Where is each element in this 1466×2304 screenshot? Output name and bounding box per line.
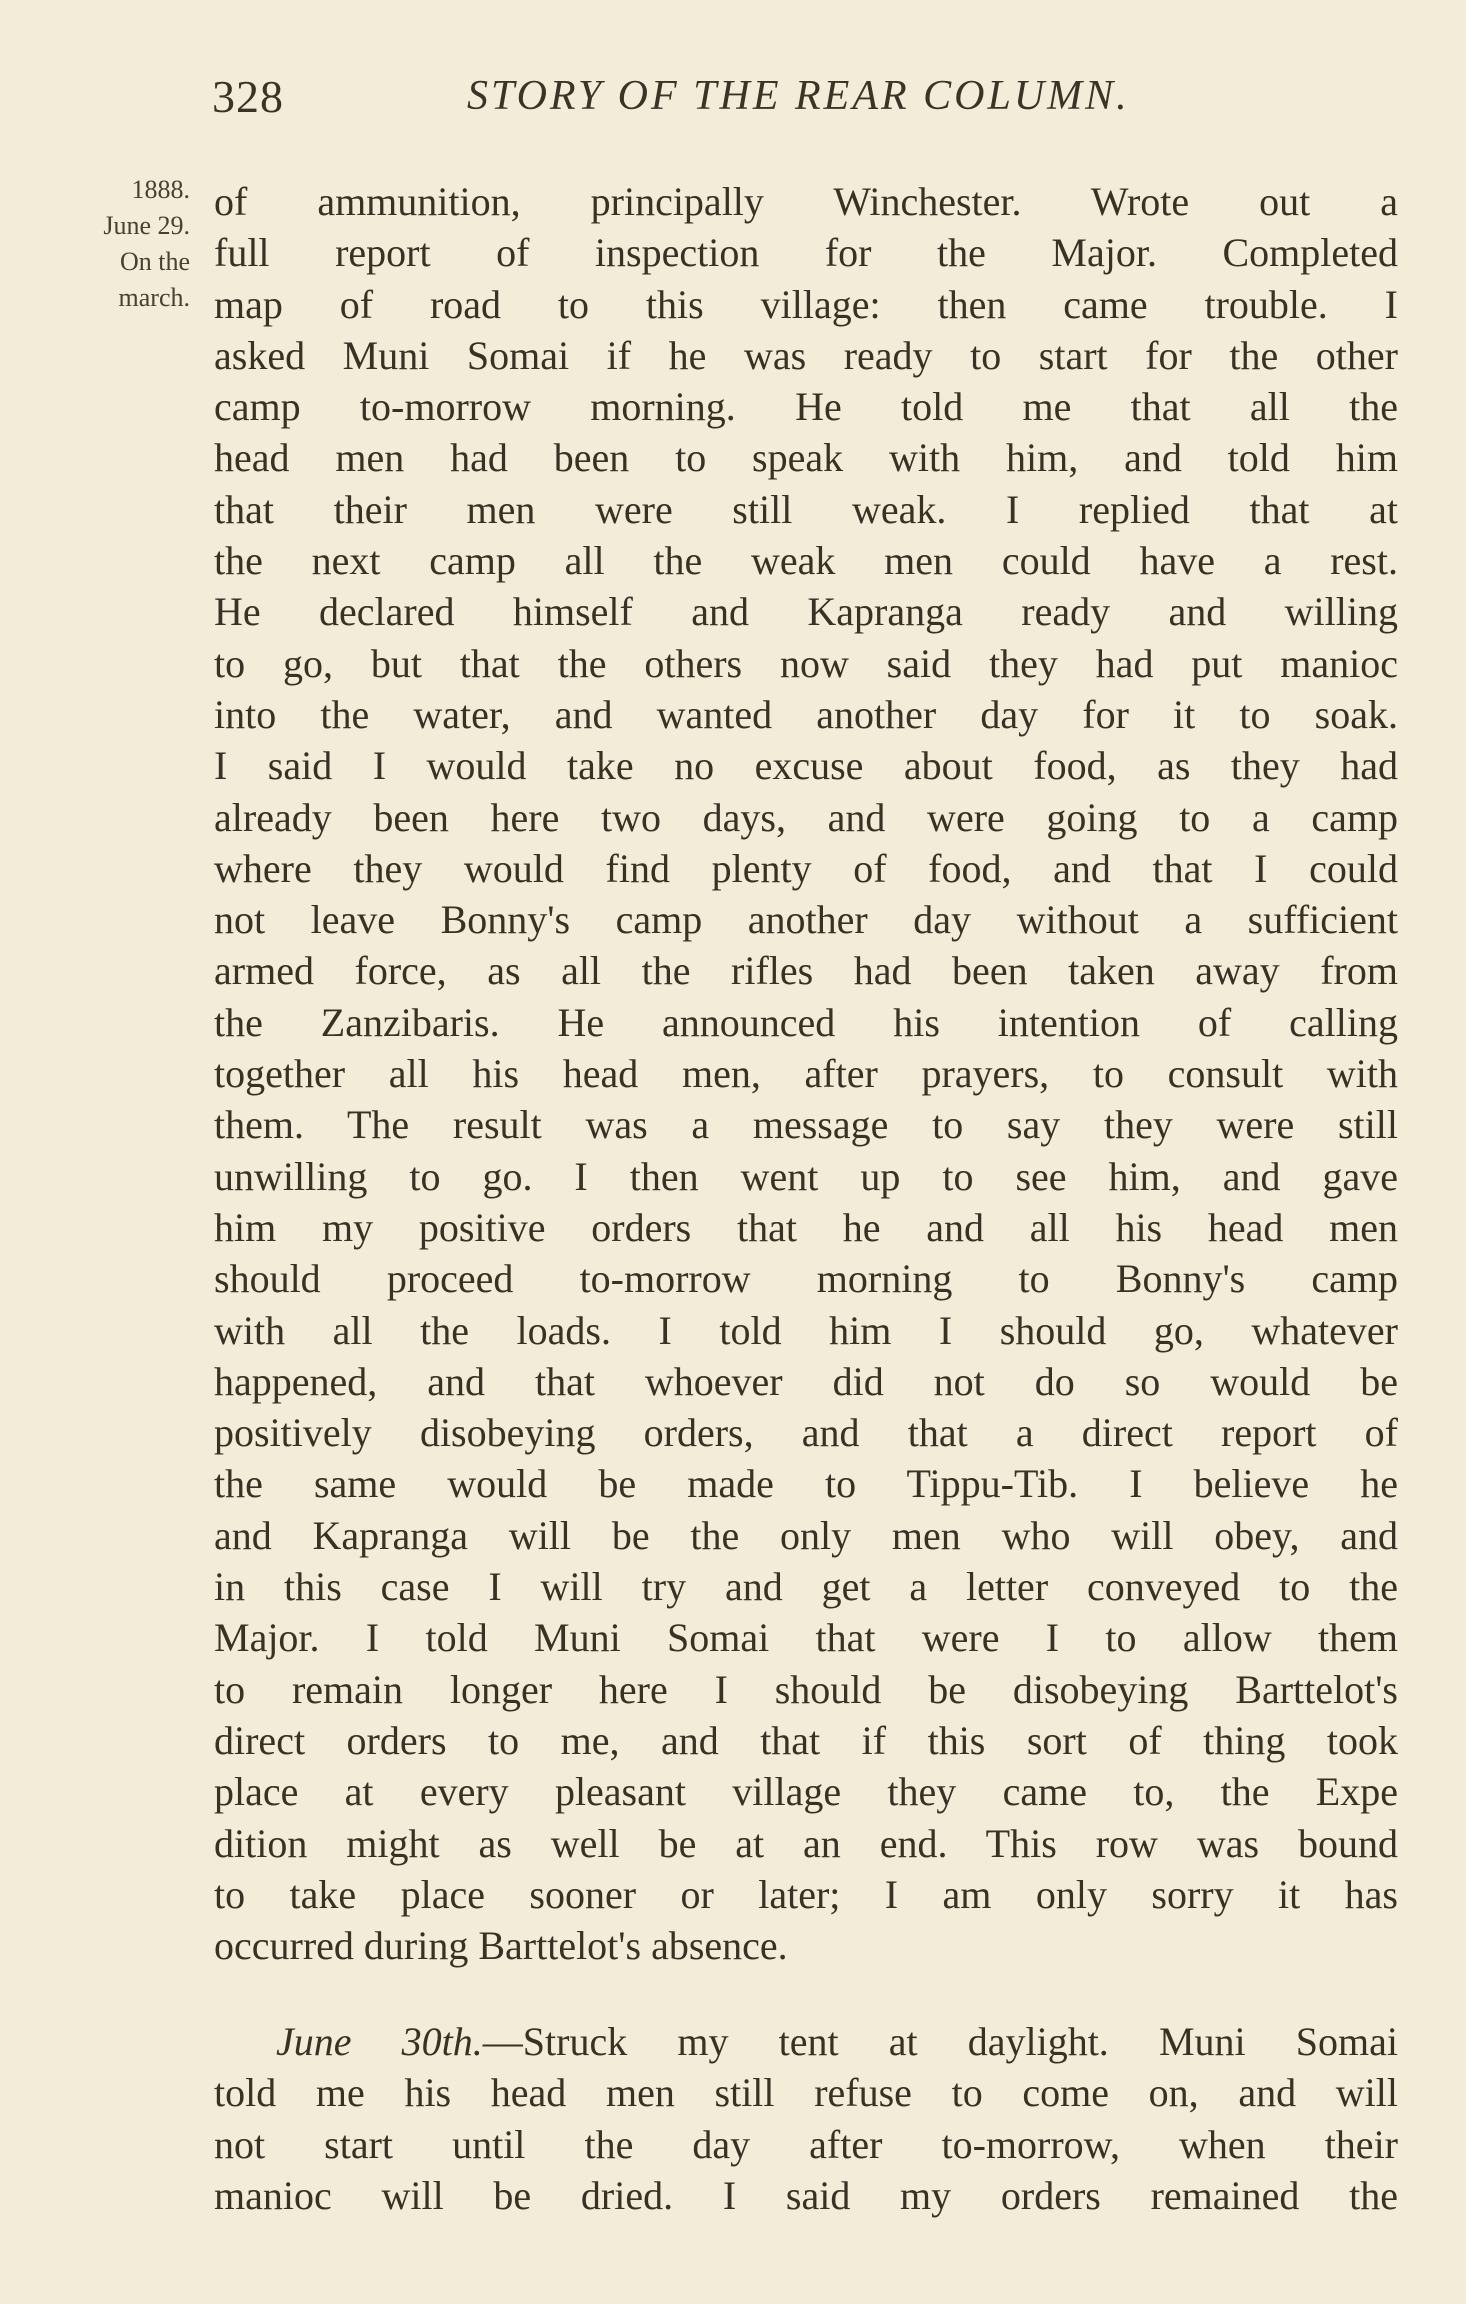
text-line: the Zanzibaris. He announced his intention of calling xyxy=(214,999,1398,1045)
text-line: him my positive orders that he and all his head men xyxy=(214,1204,1398,1250)
text-line: to take place sooner or later; I am only sorry it has xyxy=(214,1871,1398,1917)
text-line: full report of inspection for the Major. Completed xyxy=(214,230,1398,276)
text-line: occurred during Barttelot's absence. xyxy=(214,1923,788,1969)
margin-note-date: June 29. xyxy=(103,211,190,240)
text-line: the same would be made to Tippu-Tib. I believe he xyxy=(214,1461,1398,1507)
text-line: of ammunition, principally Winchester. Wrote out a xyxy=(214,179,1398,224)
paragraph-2 xyxy=(214,2016,1398,2221)
text-line: armed force, as all the rifles had been taken away from xyxy=(214,948,1398,994)
page-number: 328 xyxy=(212,71,284,122)
margin-note-year: 1888. xyxy=(131,175,190,204)
text-line: not leave Bonny's camp another day without a sufficient xyxy=(214,897,1398,943)
text-line: head men had been to speak with him, and told him xyxy=(214,435,1398,481)
text-line: happened, and that whoever did not do so would be xyxy=(214,1358,1398,1404)
text-line: already been here two days, and were going to a camp xyxy=(214,794,1398,840)
text-line: them. The result was a message to say they were still xyxy=(214,1102,1398,1148)
text-line: and Kapranga will be the only men who will obey, and xyxy=(214,1512,1398,1558)
text-line: unwilling to go. I then went up to see him, and gave xyxy=(214,1153,1398,1199)
text-line: dition might as well be at an end. This row was bound xyxy=(214,1820,1398,1866)
margin-note xyxy=(40,172,190,316)
text-line: should proceed to-morrow morning to Bonny's camp xyxy=(214,1256,1398,1302)
text-line: where they would find plenty of food, and that I could xyxy=(214,845,1398,891)
margin-note-location-1: On the xyxy=(119,247,190,276)
running-title: STORY OF THE REAR COLUMN. xyxy=(467,73,1130,119)
text-line: asked Muni Somai if he was ready to start for the other xyxy=(214,332,1398,378)
margin-note-location-2: march. xyxy=(118,283,190,312)
text-line: to remain longer here I should be disobeying Barttelot's xyxy=(214,1666,1398,1712)
text-line: that their men were still weak. I replied that at xyxy=(214,486,1398,532)
entry-date: June 30th. xyxy=(276,2019,483,2064)
text-line: in this case I will try and get a letter conveyed to the xyxy=(214,1564,1398,1610)
text-line: together all his head men, after prayers, to consult with xyxy=(214,1051,1398,1097)
text-line: with all the loads. I told him I should go, whatever xyxy=(214,1307,1398,1353)
text-line: place at every pleasant village they came to, the Expe xyxy=(214,1769,1398,1815)
paragraph-1 xyxy=(214,176,1398,1971)
text-line: the next camp all the weak men could have a rest. xyxy=(214,538,1398,584)
entry-first-line-text: —Struck my tent at daylight. Muni Somai xyxy=(482,2019,1398,2064)
text-line: map of road to this village: then came trouble. I xyxy=(214,281,1398,327)
text-line: told me his head men still refuse to come on, and will xyxy=(214,2070,1398,2116)
text-line: direct orders to me, and that if this sort of thing took xyxy=(214,1717,1398,1763)
text-line: positively disobeying orders, and that a direct report of xyxy=(214,1410,1398,1456)
page-header xyxy=(212,70,1148,130)
text-line: I said I would take no excuse about food, as they had xyxy=(214,743,1398,789)
text-line: He declared himself and Kapranga ready and willing xyxy=(214,589,1398,635)
text-line: camp to-morrow morning. He told me that all the xyxy=(214,384,1398,430)
text-line: into the water, and wanted another day for it to soak. xyxy=(214,691,1398,737)
text-line: Major. I told Muni Somai that were I to allow them xyxy=(214,1615,1398,1661)
entry-first-line xyxy=(214,2016,1398,2067)
text-line: not start until the day after to-morrow, when their xyxy=(214,2121,1398,2167)
text-line: manioc will be dried. I said my orders remained the xyxy=(214,2172,1398,2218)
text-line: to go, but that the others now said they had put manioc xyxy=(214,640,1398,686)
